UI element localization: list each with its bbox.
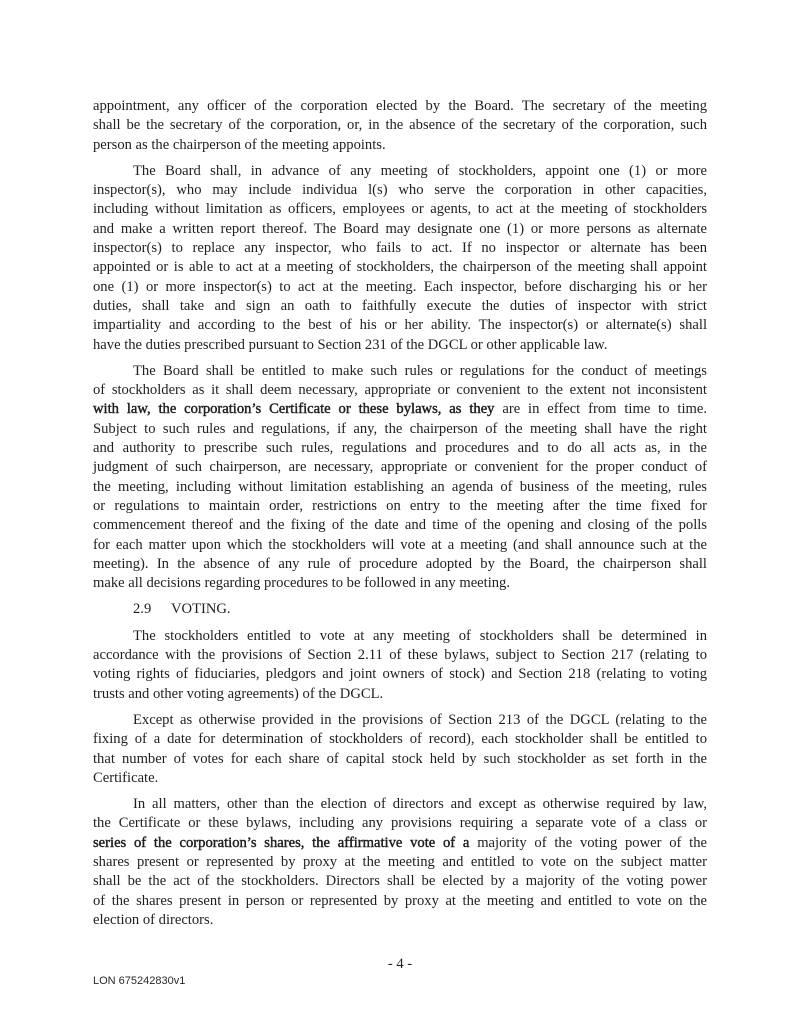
text-line: The stockholders entitled to vote at any meeting of stockholders shall be determined in — [133, 627, 707, 644]
text-line: voting rights of fiduciaries, pledgors and joint owners of stock) and Section 218 (relating to voting — [93, 666, 707, 683]
text-line: make all decisions regarding procedures to be followed in any meeting. — [93, 575, 511, 592]
text-line: for each matter upon which the stockholders will vote at a meeting (and shall announce such at the — [93, 536, 707, 553]
text-line: or regulations to maintain order, restrictions on entry to the meeting after the time fixed for — [93, 497, 707, 514]
section-number: 2.9 — [133, 601, 152, 618]
text-line: one (1) or more inspector(s) to act at the meeting. Each inspector, before discharging his or her — [93, 278, 707, 295]
text-line: and make a written report thereof. The Board may designate one (1) or more persons as alternate — [93, 220, 707, 237]
text-line: shares present or represented by proxy at the meeting and entitled to vote on the subject matter — [93, 853, 707, 870]
text-line: person as the chairperson of the meeting appoints. — [93, 136, 386, 153]
text-line: shall be the secretary of the corporation, or, in the absence of the secretary of the corporation, such — [93, 117, 707, 134]
paragraph-inspectors — [93, 162, 707, 355]
text-line: the Certificate or these bylaws, including any provisions requiring a separate vote of a class or — [93, 815, 707, 832]
text-line — [93, 400, 707, 419]
text-line: inspector(s) to replace any inspector, who fails to act. If no inspector or alternate has been — [93, 240, 707, 257]
text-segment: majority of the voting power of the — [477, 834, 708, 851]
document-reference-number: LON 675242830v1 — [93, 975, 186, 987]
text-line: accordance with the provisions of Section 2.11 of these bylaws, subject to Section 217 (relating to — [93, 647, 707, 664]
text-line: shall be the act of the stockholders. Directors shall be elected by a majority of the voting power — [93, 873, 707, 890]
text-line: of the shares present in person or represented by proxy at the meeting and entitled to vote on the — [93, 892, 707, 909]
text-line: trusts and other voting agreements) of the DGCL. — [93, 685, 384, 702]
paragraph-continuation — [93, 97, 707, 155]
text-line — [93, 834, 707, 853]
emphasized-text: with law, the corporation’s Certificate or these bylaws, as they — [93, 401, 495, 418]
page-number: - 4 - — [387, 956, 413, 972]
text-line: and authority to prescribe such rules, regulations and procedures and to do all acts as, in the — [93, 440, 707, 457]
text-line: including without limitation as officers, employees or agents, to act at the meeting of stockholders — [93, 201, 707, 218]
paragraph-voting-eligibility — [93, 627, 707, 704]
text-line: judgment of such chairperson, are necessary, appropriate or convenient for the proper conduct of — [93, 459, 707, 476]
text-line: appointment, any officer of the corporation elected by the Board. The secretary of the meeting — [93, 98, 707, 114]
text-line: have the duties prescribed pursuant to Section 231 of the DGCL or other applicable law. — [93, 336, 608, 353]
text-line: Except as otherwise provided in the provisions of Section 213 of the DGCL (relating to the — [133, 711, 707, 728]
emphasized-text: series of the corporation’s shares, the affirmative vote of a — [93, 834, 470, 851]
text-line: commencement thereof and the fixing of the date and time of the opening and closing of the polls — [93, 517, 707, 534]
paragraph-votes-per-share — [93, 711, 707, 788]
text-line: Certificate. — [93, 769, 159, 786]
text-line: meeting). In the absence of any rule of procedure adopted by the Board, the chairperson shall — [93, 555, 707, 572]
text-line: the meeting, including without limitation establishing an agenda of business of the meeting, rules — [93, 478, 707, 495]
text-line: The Board shall be entitled to make such rules or regulations for the conduct of meetings — [133, 362, 707, 379]
text-line: of stockholders as it shall deem necessary, appropriate or convenient to the extent not inconsistent — [93, 382, 707, 399]
text-line: impartiality and according to the best of his or her ability. The inspector(s) or alternate(s) shall — [93, 317, 707, 334]
text-line: The Board shall, in advance of any meeting of stockholders, appoint one (1) or more — [133, 162, 707, 179]
text-line: election of directors. — [93, 911, 214, 928]
text-line: that number of votes for each share of capital stock held by such stockholder as set forth in the — [93, 750, 707, 767]
paragraph-majority-vote — [93, 795, 707, 930]
text-line: Subject to such rules and regulations, if any, the chairperson of the meeting shall have the right — [93, 420, 707, 437]
text-line: fixing of a date for determination of stockholders of record), each stockholder shall be entitled to — [93, 731, 707, 748]
paragraph-meeting-rules — [93, 362, 707, 594]
text-line: duties, shall take and sign an oath to faithfully execute the duties of inspector with strict — [93, 297, 707, 314]
text-line: appointed or is able to act at a meeting of stockholders, the chairperson of the meeting shall appoint — [93, 259, 707, 276]
document-body — [93, 97, 707, 937]
section-title: VOTING. — [171, 601, 231, 618]
section-heading-voting — [93, 600, 707, 619]
text-segment: are in effect from time to time. — [502, 401, 707, 418]
text-line: In all matters, other than the election of directors and except as otherwise required by law, — [133, 796, 707, 813]
text-line: inspector(s), who may include individua l(s) who serve the corporation in other capacities, — [93, 182, 707, 199]
